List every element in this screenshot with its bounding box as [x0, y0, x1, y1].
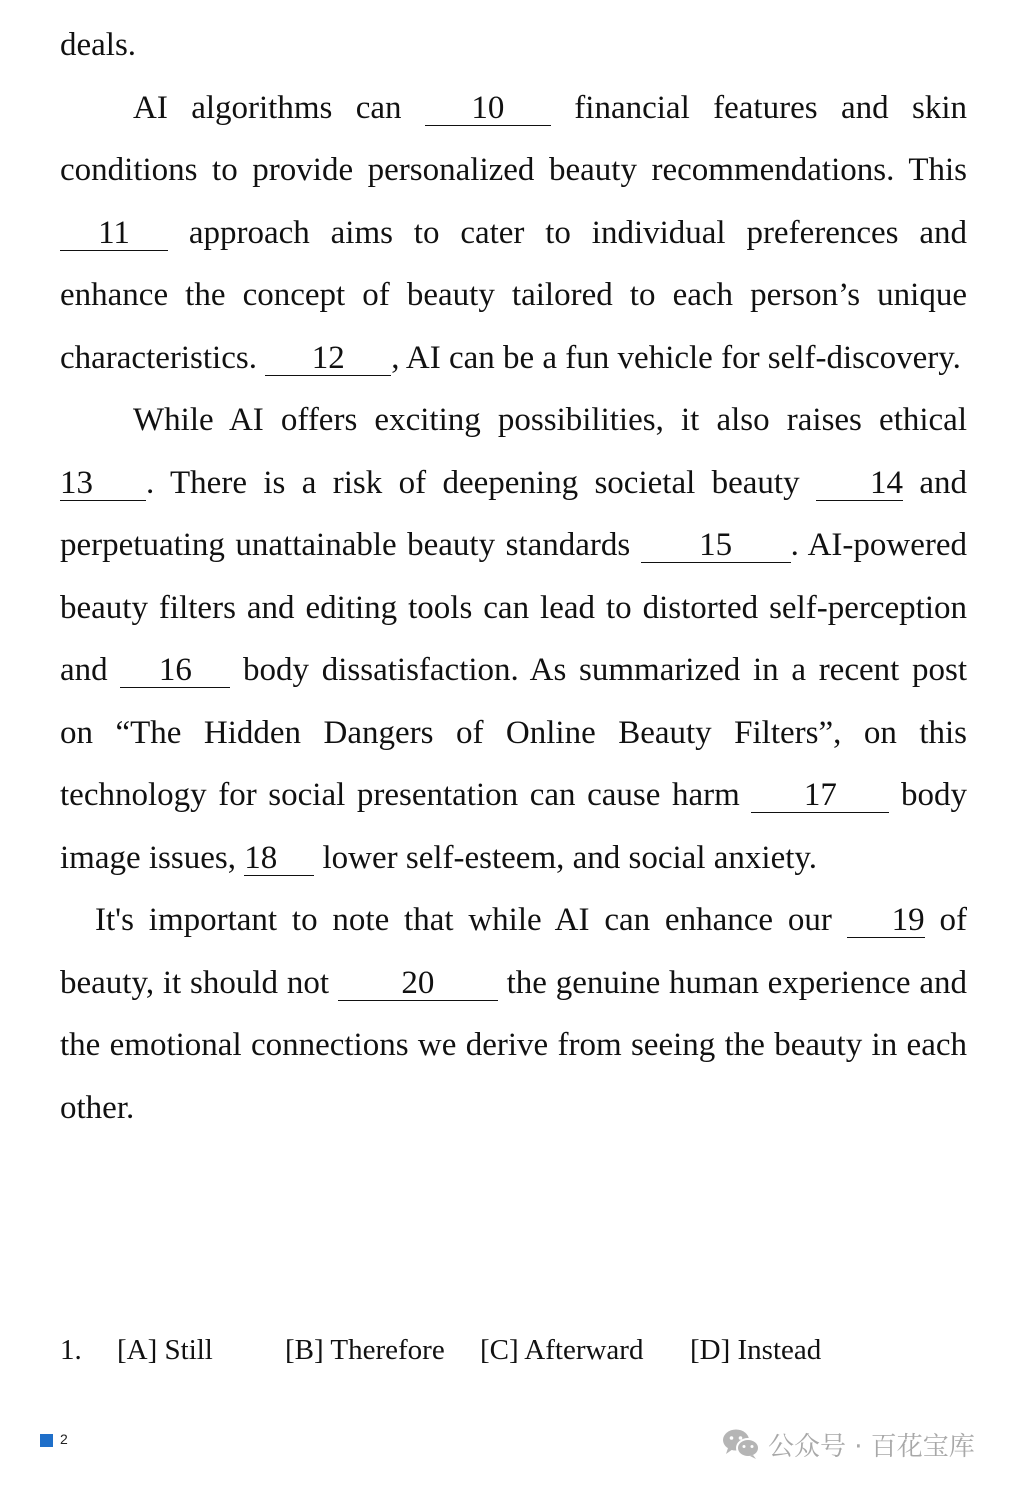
blank-20[interactable]: 20 [338, 967, 498, 1001]
paragraph-text: financial features and skin conditions to provide personalized beauty recommendations. This [60, 89, 967, 188]
blank-16[interactable]: 16 [120, 654, 230, 688]
paragraph-text: It's important to note that while AI can enhance our [95, 902, 847, 938]
watermark [722, 1426, 975, 1462]
blank-13[interactable]: 13 [60, 467, 146, 501]
paragraph-text: While AI offers exciting possibilities, it also raises ethical [133, 402, 967, 438]
paragraph-text: the genuine human experience and the emotional connections we derive from seeing the beauty in each other. [60, 964, 967, 1126]
question-number: 1. [60, 1334, 82, 1366]
paragraph-text: of beauty, it should not [60, 902, 967, 1001]
blank-12[interactable]: 12 [265, 342, 391, 376]
blank-17[interactable]: 17 [751, 779, 889, 813]
paragraph-text: , AI can be a fun vehicle for self-discovery. [391, 339, 961, 376]
paragraph-text: approach aims to cater to individual preferences and enhance the concept of beauty tailored to each person’s unique characteristics. [60, 214, 967, 376]
blank-11[interactable]: 11 [60, 217, 168, 251]
option-d[interactable]: [D] Instead [690, 1334, 822, 1366]
paragraph-3 [60, 889, 967, 1139]
paragraph-text: body dissatisfaction. As summarized in a recent post on “The Hidden Dangers of Online Beauty Filters”, on this technology for social presentation can cause harm [60, 652, 967, 813]
paragraph-text: . AI-powered beauty filters and editing tools can lead to distorted self-perception and [60, 527, 967, 688]
document-body [60, 14, 967, 1139]
paragraph-text: AI algorithms can [133, 89, 425, 126]
paragraph-text: body image issues, [60, 777, 967, 876]
option-c[interactable]: [C] Afterward [480, 1334, 644, 1366]
paragraph-text: and perpetuating unattainable beauty standards [60, 464, 967, 563]
blank-19[interactable]: 19 [847, 904, 925, 938]
page-number: 2 [60, 1431, 68, 1447]
wechat-icon [722, 1428, 760, 1460]
blank-10[interactable]: 10 [425, 92, 551, 126]
option-b[interactable]: [B] Therefore [285, 1334, 445, 1366]
blank-18[interactable]: 18 [244, 842, 314, 876]
paragraph-0 [60, 14, 967, 77]
paragraph-text: lower self-esteem, and social anxiety. [314, 839, 817, 876]
paragraph-text: . There is a risk of deepening societal beauty [146, 464, 816, 501]
blank-15[interactable]: 15 [641, 529, 791, 563]
watermark-text: 公众号 · 百花宝库 [768, 1431, 975, 1462]
paragraph-1 [60, 77, 967, 390]
option-a[interactable]: [A] Still [117, 1334, 213, 1366]
blank-14[interactable]: 14 [816, 467, 903, 501]
page-marker [40, 1434, 53, 1447]
paragraph-text: deals. [60, 27, 137, 63]
paragraph-2 [60, 389, 967, 889]
